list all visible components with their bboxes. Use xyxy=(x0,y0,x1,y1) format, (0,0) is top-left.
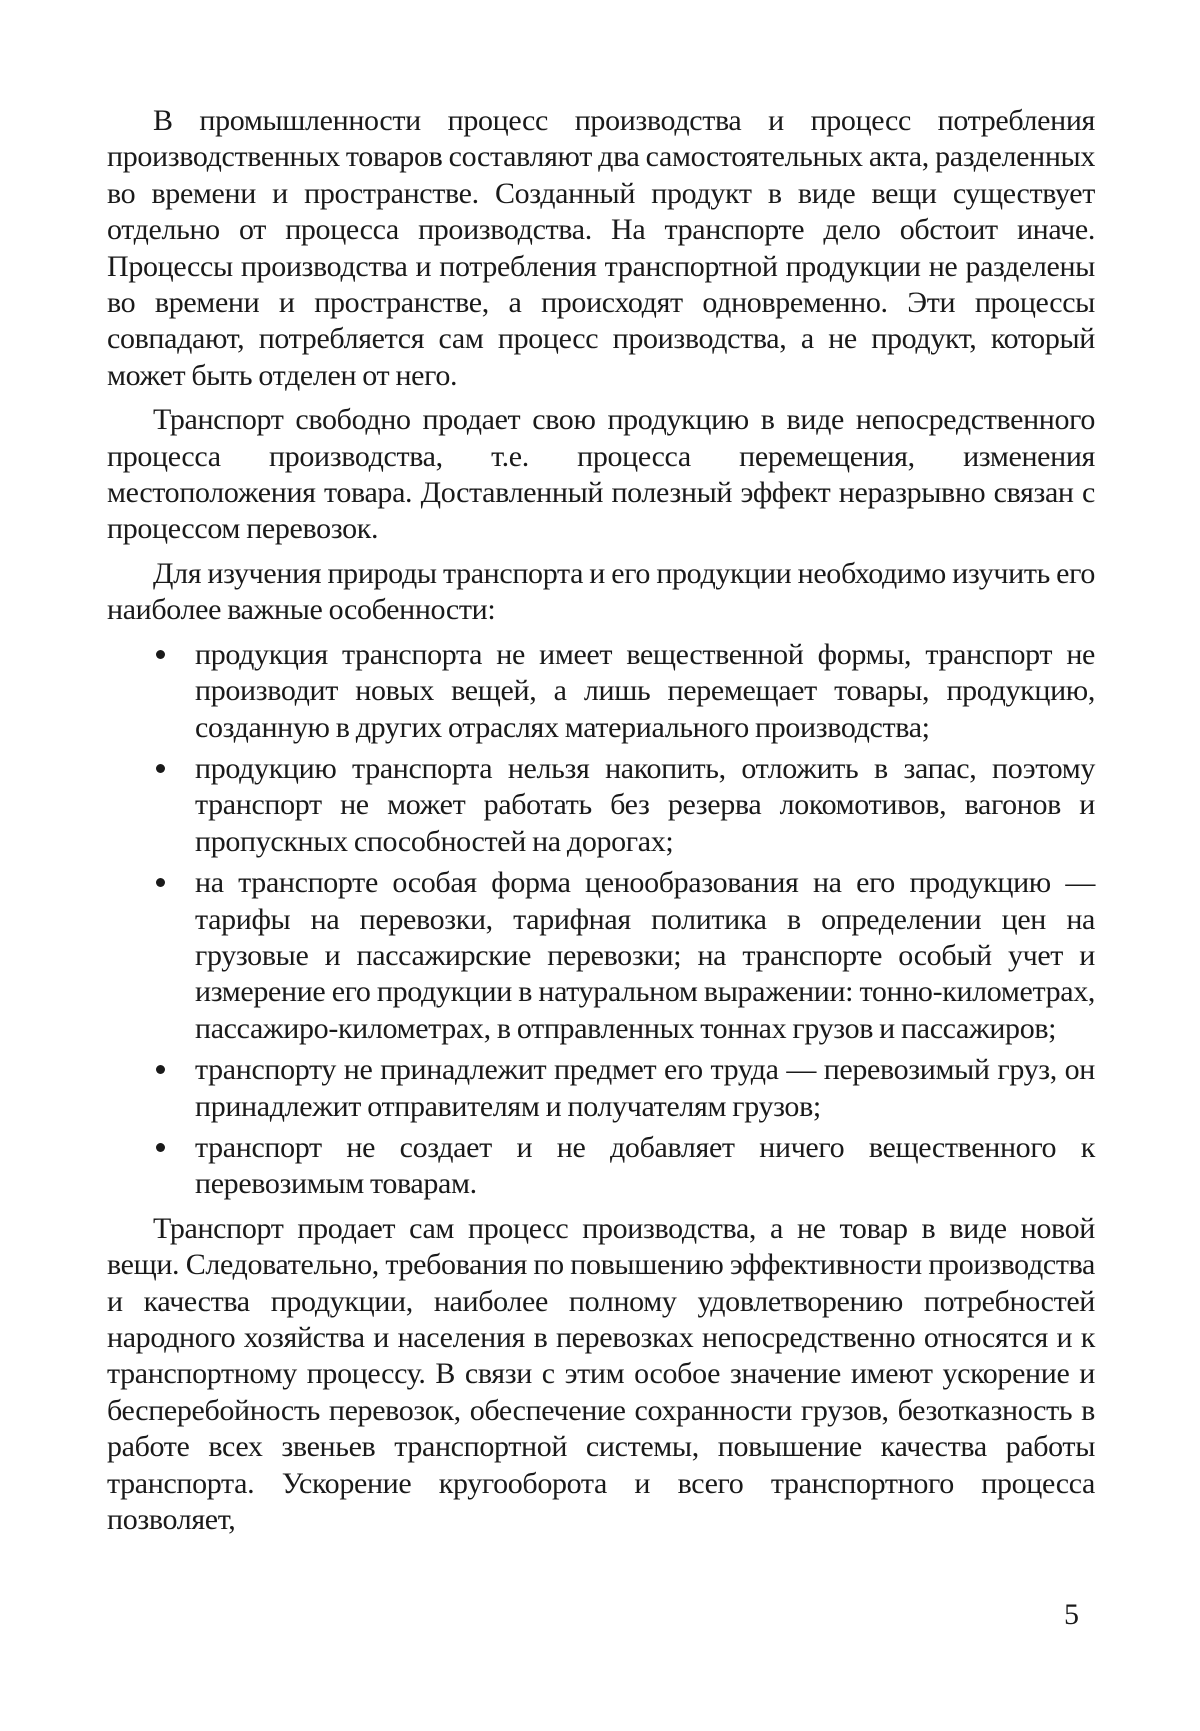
list-item-text: транспорту не принадлежит предмет его труда — перевозимый груз, он принадлежит отправителям и получателям грузов; xyxy=(195,1053,1095,1123)
paragraph: Транспорт свободно продает свою продукцию в виде непосредственного процесса производства, т.е. процесса перемещения, изменения местоположения товара. Доставленный полезный эффект неразрывно связан с процессом перевозок. xyxy=(107,403,1095,546)
bullet-icon xyxy=(156,764,165,773)
bullet-icon xyxy=(156,1065,165,1074)
bullet-icon xyxy=(156,1143,165,1152)
list-item-text: транспорт не создает и не добавляет ничего вещественного к перевозимым товарам. xyxy=(195,1130,1095,1201)
list-item-text: продукция транспорта не имеет вещественной формы, транспорт не производит новых вещей, а лишь перемещает товары, продукцию, созданную в других отраслях материального производства; xyxy=(195,637,1095,744)
list-item xyxy=(107,637,1095,746)
paragraph: В промышленности процесс производства и процесс потребления производственных товаров составляют два самостоятельных акта, разделенных во времени и пространстве. Созданный продукт в виде вещи существует отдельно от процесса производства. На транспорте дело обстоит иначе. Процессы производства и потребления транспортной продукции не разделены во времени и пространстве, а происходят одновременно. Эти процессы совпадают, потребляется сам процесс производства, а не продукт, который может быть отделен от него. xyxy=(107,104,1095,392)
body-text xyxy=(107,103,1095,1546)
paragraph: Транспорт продает сам процесс производства, а не товар в виде новой вещи. Следовательно, требования по повышению эффективности производства и качества продукции, наиболее полному удовлетворению потребностей народного хозяйства и населения в перевозках непосредственно относятся и к транспортному процессу. В связи с этим особое значение имеют ускорение и бесперебойность перевозок, обеспечение сохранности грузов, безотказность в работе всех звеньев транспортной системы, повышение качества работы транспорта. Ускорение кругооборота и всего транспортного процесса позволяет, xyxy=(107,1211,1095,1537)
list-item xyxy=(107,1130,1095,1203)
list-item xyxy=(107,751,1095,860)
list-item-text: продукцию транспорта нельзя накопить, отложить в запас, поэтому транспорт не может работать без резерва локомотивов, вагонов и пропускных способностей на дорогах; xyxy=(195,751,1095,858)
list-item xyxy=(107,1052,1095,1125)
page-number: 5 xyxy=(1064,1598,1079,1631)
list-item-text: на транспорте особая форма ценообразования на его продукцию — тарифы на перевозки, тарифная политика в определении цен на грузовые и пассажирские перевозки; на транспорте особый учет и измерение его продукции в натуральном выражении: тонно-километрах, пассажиро-километрах, в отправленных тоннах грузов и пассажиров; xyxy=(195,866,1095,1045)
bullet-icon xyxy=(156,878,165,887)
list-item xyxy=(107,865,1095,1047)
features-list xyxy=(107,637,1095,1203)
bullet-icon xyxy=(156,650,165,659)
paragraph: Для изучения природы транспорта и его продукции необходимо изучить его наиболее важные особенности: xyxy=(107,556,1095,627)
